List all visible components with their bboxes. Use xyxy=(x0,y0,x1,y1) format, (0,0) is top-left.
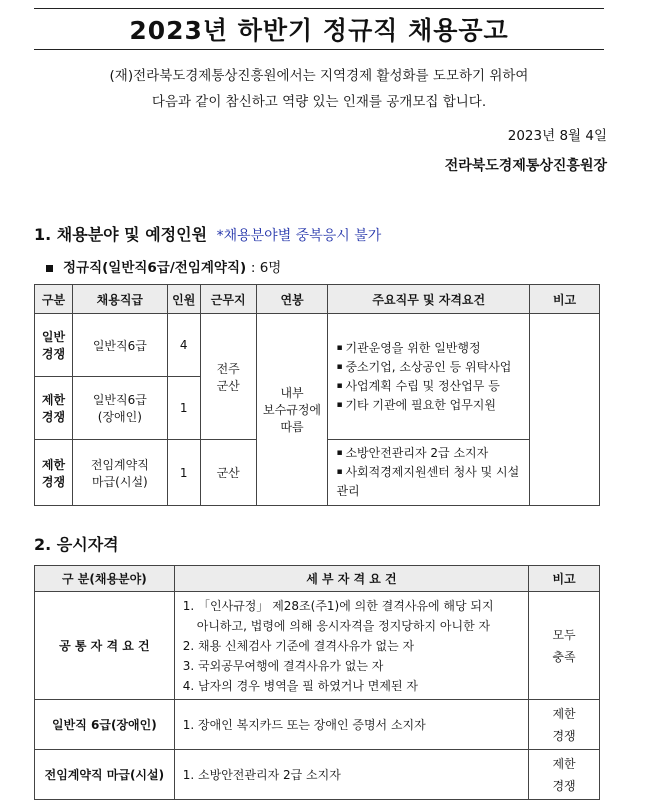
section1-title: 1. 채용분야 및 예정인원 xyxy=(34,225,208,244)
header-cell: 주요직무 및 자격요건 xyxy=(328,285,530,314)
work-location: 전주 군산 xyxy=(200,314,256,440)
duty-item: ▪ 중소기업, 소상공인 등 위탁사업 xyxy=(336,358,529,377)
page-title: 2023년 하반기 정규직 채용공고 xyxy=(129,16,509,45)
organization-signature: 전라북도경제통상진흥원장 xyxy=(444,158,607,174)
position-type: 정규직(일반직6급/전임계약직) xyxy=(63,260,247,276)
qualification-note: 제한 경쟁 xyxy=(529,700,600,750)
qualification-item: 아니하고, 법령에 의해 응시자격을 정지당하지 아니한 자 xyxy=(196,618,491,633)
position-count: : 6명 xyxy=(250,260,282,276)
header-cell: 채용직급 xyxy=(72,285,167,314)
duty-item: ▪ 기타 기관에 필요한 업무지원 xyxy=(336,396,529,415)
intro-line-1: (재)전라북도경제통상진흥원에서는 지역경제 활성화를 도모하기 위하여 xyxy=(109,68,529,84)
work-location: 군산 xyxy=(200,440,256,506)
table-row xyxy=(35,592,600,700)
qualification-item: 2. 채용 신체검사 기준에 결격사유가 없는 자 xyxy=(182,638,415,653)
qualification-category: 공 통 자 격 요 건 xyxy=(35,592,175,700)
recruitment-table xyxy=(34,284,600,506)
table-header-row xyxy=(35,566,600,592)
qualification-item: 1. 「인사규정」 제28조(주1)에 의한 결격사유에 해당 되지 xyxy=(182,598,494,613)
announcement-date: 2023년 8월 4일 xyxy=(507,128,607,144)
qualification-item: 1. 장애인 복지카드 또는 장애인 증명서 소지자 xyxy=(174,700,528,750)
header-cell: 세 부 자 격 요 건 xyxy=(174,566,528,592)
table-header-row xyxy=(35,285,600,314)
section1-heading xyxy=(34,222,381,245)
recruit-type: 제한 경쟁 xyxy=(35,440,73,506)
qualification-note: 제한 경쟁 xyxy=(529,750,600,800)
duty-item: ▪ 기관운영을 위한 일반행정 xyxy=(336,339,529,358)
salary: 내부 보수규정에 따름 xyxy=(256,314,328,506)
square-bullet-icon xyxy=(46,265,53,272)
header-cell: 구분 xyxy=(35,285,73,314)
intro-line-2: 다음과 같이 참신하고 역량 있는 인재를 공개모집 합니다. xyxy=(151,94,487,110)
qualification-note: 모두 충족 xyxy=(529,592,600,700)
section2-heading xyxy=(34,532,119,555)
qualification-item: 3. 국외공무여행에 결격사유가 없는 자 xyxy=(182,658,384,673)
remarks-cell xyxy=(530,314,600,506)
section1-note: *채용분야별 중복응시 불가 xyxy=(216,228,382,244)
header-cell: 인원 xyxy=(167,285,200,314)
table-row xyxy=(35,700,600,750)
duty-item: ▪ 사업계획 수립 및 정산업무 등 xyxy=(336,377,529,396)
qualification-items xyxy=(174,592,528,700)
table-row xyxy=(35,750,600,800)
position-summary xyxy=(46,256,281,276)
header-cell: 근무지 xyxy=(200,285,256,314)
qualification-item: 1. 소방안전관리자 2급 소지자 xyxy=(174,750,528,800)
duty-item: ▪ 소방안전관리자 2급 소지자 xyxy=(336,444,529,463)
duties-cell xyxy=(328,314,530,440)
qualification-table xyxy=(34,565,600,800)
recruit-count: 4 xyxy=(167,314,200,377)
recruit-rank: 일반직6급 (장애인) xyxy=(72,377,167,440)
duty-item: ▪ 사회적경제지원센터 청사 및 시설 관리 xyxy=(336,463,529,501)
section2-title: 2. 응시자격 xyxy=(34,535,119,554)
header-cell: 연봉 xyxy=(256,285,328,314)
recruit-type: 일반 경쟁 xyxy=(35,314,73,377)
duties-cell xyxy=(328,440,530,506)
header-cell: 비고 xyxy=(530,285,600,314)
qualification-category: 전임계약직 마급(시설) xyxy=(35,750,175,800)
title-box xyxy=(34,8,604,50)
header-cell: 비고 xyxy=(529,566,600,592)
table-row xyxy=(35,314,600,377)
recruit-count: 1 xyxy=(167,377,200,440)
qualification-category: 일반직 6급(장애인) xyxy=(35,700,175,750)
header-cell: 구 분(채용분야) xyxy=(35,566,175,592)
recruit-type: 제한 경쟁 xyxy=(35,377,73,440)
qualification-item: 4. 남자의 경우 병역을 필 하였거나 면제된 자 xyxy=(182,678,418,693)
recruit-rank: 전임계약직 마급(시설) xyxy=(72,440,167,506)
recruit-rank: 일반직6급 xyxy=(72,314,167,377)
recruit-count: 1 xyxy=(167,440,200,506)
